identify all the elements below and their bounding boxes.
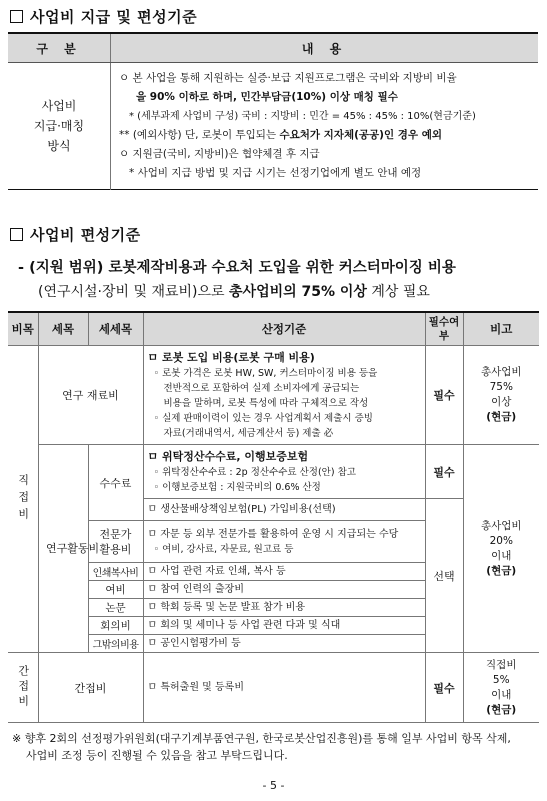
table-row — [8, 653, 539, 723]
expert-name: 전문가활용비 — [88, 521, 143, 563]
fee-required: 필수 — [425, 445, 463, 499]
checkbox-square-icon — [10, 10, 23, 23]
content-line: ㅇ 본 사업을 통해 지원하는 실증·보급 지원프로그램은 국비와 지방비 비율 — [119, 72, 457, 84]
table-row — [8, 445, 539, 499]
direct-cost-label: 직접비 — [16, 473, 30, 525]
content-line: ㅇ 지원금(국비, 지방비)은 협약체결 후 지급 — [119, 148, 320, 160]
activity-note: 총사업비 20% 이내 (현금) — [463, 445, 539, 653]
support-scope-line-2: (연구시설·장비 및 재료비)으로 총사업비의 75% 이상 계상 필요 — [38, 284, 430, 300]
indirect-note: 직접비 5% 이내 (현금) — [463, 653, 539, 723]
section2-title: 사업비 편성기준 — [10, 224, 141, 245]
budget-standard-table — [8, 311, 539, 723]
header-category: 구 분 — [8, 33, 111, 63]
expert-basis: ㅁ 자문 등 외부 전문가를 활용하여 운영 시 지급되는 수당 ◦ 여비, 강사료, 자문료, 원고료 등 — [143, 521, 425, 563]
content-line: 을 90% 이하로 하며, 민간부담금(10%) 이상 매칭 필수 — [136, 91, 398, 103]
material-note: 총사업비 75% 이상 (현금) — [463, 346, 539, 445]
material-basis: ㅁ 로봇 도입 비용(로봇 구매 비용) ◦ 로봇 가격은 로봇 HW, SW, 커스터마이징 비용 등을 전반적으로 포함하여 실제 소비자에게 공급되는 비용을 말하며, 로봇 특성에 따라 구체적으로 작성 ◦ 실제 판매이력이 있는 경우 사업계획서 제출시 증빙 자료(거래내역서, 세금계산서 등) 제출 必 — [143, 346, 425, 445]
meeting-basis: ㅁ 회의 및 세미나 등 사업 관련 다과 및 식대 — [143, 617, 425, 635]
pl-basis: ㅁ 생산물배상책임보험(PL) 가입비용(선택) — [143, 499, 425, 521]
travel-name: 여비 — [88, 581, 143, 599]
table-header-row — [8, 33, 538, 63]
table-row — [8, 346, 539, 445]
paper-name: 논문 — [88, 599, 143, 617]
header-note: 비고 — [463, 312, 539, 346]
checkbox-square-icon — [10, 228, 23, 241]
indirect-cost-label: 간접비 — [16, 665, 30, 710]
travel-basis: ㅁ 참여 인력의 출장비 — [143, 581, 425, 599]
content-cell — [111, 63, 539, 190]
table-header-row — [8, 312, 539, 346]
indirect-name: 간접비 — [38, 653, 143, 723]
indirect-required: 필수 — [425, 653, 463, 723]
header-item: 비목 — [8, 312, 38, 346]
material-name: 연구 재료비 — [38, 346, 143, 445]
optional-required: 선택 — [425, 499, 463, 653]
header-subitem: 세목 — [38, 312, 88, 346]
header-detail: 세세목 — [88, 312, 143, 346]
material-required: 필수 — [425, 346, 463, 445]
header-basis: 산정기준 — [143, 312, 425, 346]
print-name: 인쇄복사비 — [88, 563, 143, 581]
indirect-cost-cell — [8, 653, 38, 723]
payment-matching-table — [8, 32, 538, 190]
content-line: * 사업비 지급 방법 및 지급 시기는 선정기업에게 별도 안내 예정 — [129, 167, 422, 179]
fee-name: 수수료 — [88, 445, 143, 521]
content-line: * (세부과제 사업비 구성) 국비 : 지방비 : 민간 = 45% : 45% : 10%(현금기준) — [129, 111, 476, 122]
section1-title: 사업비 지급 및 편성기준 — [10, 6, 197, 27]
paper-basis: ㅁ 학회 등록 및 논문 발표 참가 비용 — [143, 599, 425, 617]
fee-basis: ㅁ 위탁정산수수료, 이행보증보험 ◦ 위탁정산수수료 : 2p 정산수수료 산정(안) 참고 ◦ 이행보증보험 : 지원국비의 0.6% 산정 — [143, 445, 425, 499]
other-name: 그밖의비용 — [88, 635, 143, 653]
table-row — [8, 63, 538, 190]
header-content: 내 용 — [111, 33, 539, 63]
footnote: ※ 향후 2회의 선정평가위원회(대구기계부품연구원, 한국로봇산업진흥원)를 통해 일부 사업비 항목 삭제, 사업비 조정 등이 진행될 수 있음을 참고 부탁드립니다. — [12, 732, 511, 762]
support-scope-line: - (지원 범위) 로봇제작비용과 수요처 도입을 위한 커스터마이징 비용 — [18, 260, 456, 276]
indirect-basis: ㅁ 특허출원 및 등록비 — [143, 653, 425, 723]
meeting-name: 회의비 — [88, 617, 143, 635]
header-required: 필수여부 — [425, 312, 463, 346]
content-line: ** (예외사항) 단, 로봇이 투입되는 수요처가 지자체(공공)인 경우 예외 — [119, 129, 443, 141]
other-basis: ㅁ 공인시험평가비 등 — [143, 635, 425, 653]
direct-cost-cell — [8, 346, 38, 653]
activity-cost-cell: 연구활동비 — [38, 445, 88, 653]
print-basis: ㅁ 사업 관련 자료 인쇄, 복사 등 — [143, 563, 425, 581]
category-cell: 사업비 지급·매칭 방식 — [8, 63, 111, 190]
page-number: - 5 - — [262, 779, 285, 792]
